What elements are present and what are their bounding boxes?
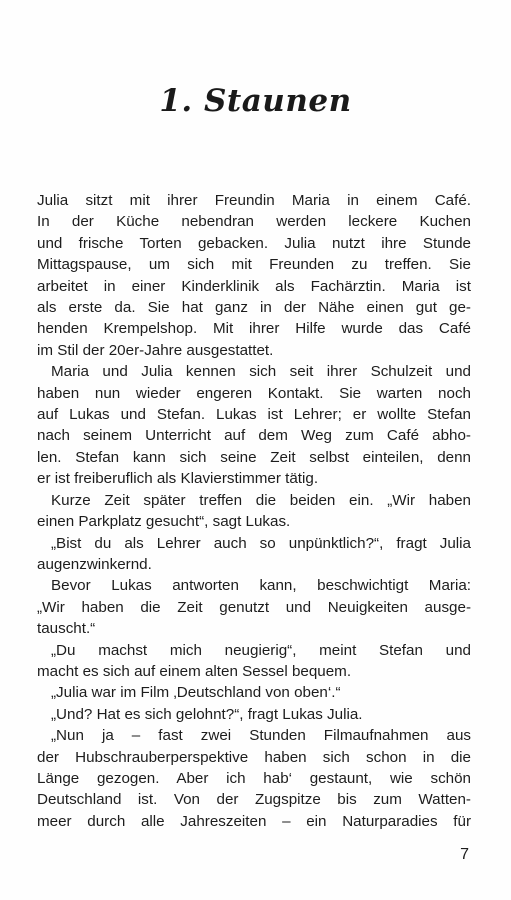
text-line: Bevor Lukas antworten kann, beschwichtigt Maria: xyxy=(51,577,471,595)
text-line: einen Parkplatz gesucht“, sagt Lukas. xyxy=(37,513,291,531)
text-line: als erste da. Sie hat ganz in der Nähe einen gut ge- xyxy=(37,299,471,317)
text-line: „Und? Hat es sich gelohnt?“, fragt Lukas Julia. xyxy=(51,705,363,723)
paragraph xyxy=(37,490,471,533)
paragraph xyxy=(37,682,471,703)
paragraph xyxy=(37,575,471,639)
text-line: er ist freiberuflich als Klavierstimmer tätig. xyxy=(37,470,319,488)
paragraph xyxy=(37,190,471,361)
text-line: macht es sich auf einem alten Sessel bequem. xyxy=(37,662,352,680)
text-line: haben nun wieder engeren Kontakt. Sie warten noch xyxy=(37,384,471,402)
text-line: „Du machst mich neugierig“, meint Stefan und xyxy=(51,641,471,659)
text-line: tauscht.“ xyxy=(37,620,96,638)
text-line: Deutschland ist. Von der Zugspitze bis zum Watten- xyxy=(37,791,471,809)
text-line: augenzwinkernd. xyxy=(37,555,152,573)
text-line: auf Lukas und Stefan. Lukas ist Lehrer; er wollte Stefan xyxy=(37,406,471,424)
paragraph xyxy=(37,533,471,576)
text-line: len. Stefan kann sich seine Zeit selbst einteilen, denn xyxy=(37,448,471,466)
chapter-body-text xyxy=(37,190,471,832)
text-line: arbeitet in einer Kinderklinik als Fachärztin. Maria ist xyxy=(37,277,471,295)
paragraph xyxy=(37,361,471,489)
text-line: „Bist du als Lehrer auch so unpünktlich?“, fragt Julia xyxy=(51,534,471,552)
text-line: Mittagspause, um sich mit Freunden zu treffen. Sie xyxy=(37,256,471,274)
text-line: nach seinem Unterricht auf dem Weg zum Café abho- xyxy=(37,427,471,445)
text-line: „Wir haben die Zeit genutzt und Neuigkeiten ausge- xyxy=(37,598,471,616)
text-line: In der Küche nebendran werden leckere Kuchen xyxy=(37,213,471,231)
paragraph xyxy=(37,725,471,832)
page-number: 7 xyxy=(460,846,469,863)
text-line: Maria und Julia kennen sich seit ihrer Schulzeit und xyxy=(51,363,471,381)
paragraph xyxy=(37,704,471,725)
text-line: Länge gezogen. Aber ich hab‘ gestaunt, wie schön xyxy=(37,769,471,787)
text-line: henden Krempelshop. Mit ihrer Hilfe wurde das Café xyxy=(37,320,471,338)
text-line: „Julia war im Film ‚Deutschland von oben‘.“ xyxy=(51,684,341,702)
text-line: im Stil der 20er-Jahre ausgestattet. xyxy=(37,341,274,359)
text-line: Julia sitzt mit ihrer Freundin Maria in einem Café. xyxy=(37,192,471,209)
text-line: meer durch alle Jahreszeiten – ein Naturparadies für xyxy=(37,812,471,830)
text-line: Kurze Zeit später treffen die beiden ein. „Wir haben xyxy=(51,491,471,509)
paragraph xyxy=(37,640,471,683)
chapter-title: 1. Staunen xyxy=(159,83,352,119)
text-line: „Nun ja – fast zwei Stunden Filmaufnahmen aus xyxy=(51,727,471,745)
text-line: und frische Torten gebacken. Julia nutzt ihre Stunde xyxy=(37,234,471,252)
text-line: der Hubschrauberperspektive haben sich schon in die xyxy=(37,748,471,766)
